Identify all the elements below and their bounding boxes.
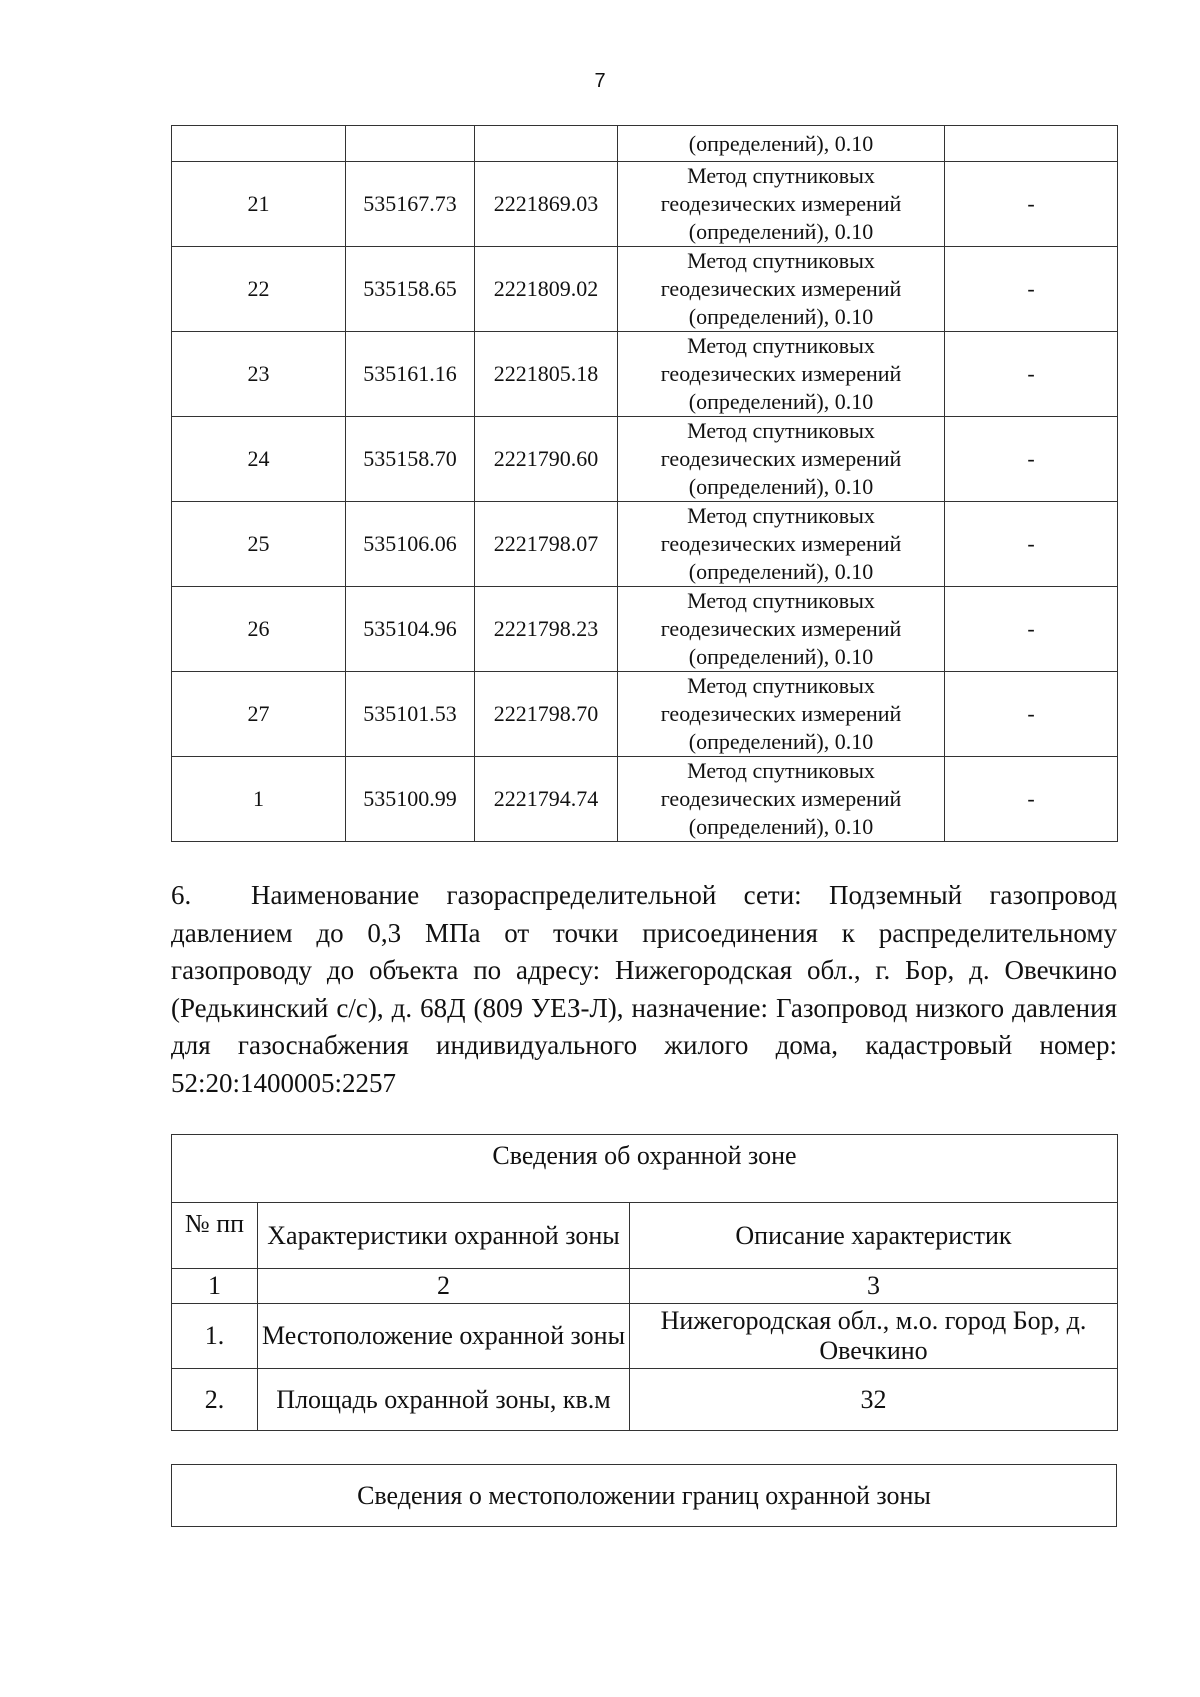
y-coordinate-cell: 2221794.74: [475, 757, 618, 842]
method-cell: [618, 502, 945, 587]
y-coordinate-cell: 2221809.02: [475, 247, 618, 332]
x-coordinate-cell: 535167.73: [346, 162, 475, 247]
point-number-cell: 21: [172, 162, 346, 247]
method-line: Метод спутниковых: [687, 333, 875, 358]
note-cell: -: [945, 587, 1118, 672]
method-line: геодезических измерений: [660, 446, 902, 471]
method-cell: [618, 587, 945, 672]
table-cell: Нижегородская обл., м.о. город Бор, д. Овечкино: [630, 1304, 1118, 1369]
point-number-cell: 27: [172, 672, 346, 757]
method-line: геодезических измерений: [660, 786, 902, 811]
table-cell: [172, 126, 346, 162]
method-line: геодезических измерений: [660, 616, 902, 641]
point-number-cell: 1: [172, 757, 346, 842]
method-line: Метод спутниковых: [687, 588, 875, 613]
x-coordinate-cell: 535101.53: [346, 672, 475, 757]
method-line: геодезических измерений: [660, 361, 902, 386]
note-cell: -: [945, 757, 1118, 842]
table-row: [172, 587, 1118, 672]
section-number: 6.: [171, 880, 192, 910]
x-coordinate-cell: 535158.65: [346, 247, 475, 332]
table-cell: 2.: [172, 1369, 258, 1431]
y-coordinate-cell: 2221805.18: [475, 332, 618, 417]
table-title: Сведения об охранной зоне: [172, 1135, 1118, 1203]
point-number-cell: 25: [172, 502, 346, 587]
table-cell: Площадь охранной зоны, кв.м: [258, 1369, 630, 1431]
table-row: [172, 247, 1118, 332]
header-cell: Характеристики охранной зоны: [258, 1203, 630, 1269]
table-cell: 1: [172, 1269, 258, 1304]
y-coordinate-cell: 2221790.60: [475, 417, 618, 502]
table-cell: Местоположение охранной зоны: [258, 1304, 630, 1369]
method-line: (определений), 0.10: [688, 474, 874, 499]
table-cell: 32: [630, 1369, 1118, 1431]
table-row: [172, 672, 1118, 757]
method-line: Метод спутниковых: [687, 503, 875, 528]
table-cell: [945, 126, 1118, 162]
page-number: 7: [594, 70, 606, 92]
table-row: [172, 1135, 1118, 1203]
table-row: [172, 1304, 1118, 1369]
header-cell: № пп: [172, 1203, 258, 1269]
note-cell: -: [945, 162, 1118, 247]
method-line: геодезических измерений: [660, 276, 902, 301]
table-row: [172, 1465, 1117, 1527]
x-coordinate-cell: 535104.96: [346, 587, 475, 672]
note-cell: -: [945, 332, 1118, 417]
table-row: [172, 417, 1118, 502]
coordinates-table-body: [172, 126, 1118, 842]
method-cell: [618, 332, 945, 417]
y-coordinate-cell: 2221798.70: [475, 672, 618, 757]
y-coordinate-cell: 2221798.07: [475, 502, 618, 587]
y-coordinate-cell: 2221869.03: [475, 162, 618, 247]
note-cell: -: [945, 417, 1118, 502]
protection-zone-table: [171, 1134, 1118, 1431]
table-row: [172, 757, 1118, 842]
method-line: геодезических измерений: [660, 701, 902, 726]
table-cell: 1.: [172, 1304, 258, 1369]
x-coordinate-cell: 535100.99: [346, 757, 475, 842]
point-number-cell: 23: [172, 332, 346, 417]
method-line: Метод спутниковых: [687, 758, 875, 783]
method-cell: [618, 672, 945, 757]
table-cell: [346, 126, 475, 162]
table-cell: 2: [258, 1269, 630, 1304]
table-row: [172, 502, 1118, 587]
x-coordinate-cell: 535161.16: [346, 332, 475, 417]
method-line: Метод спутниковых: [687, 418, 875, 443]
method-cell: (определений), 0.10: [618, 126, 945, 162]
table-cell: 3: [630, 1269, 1118, 1304]
method-line: (определений), 0.10: [688, 389, 874, 414]
x-coordinate-cell: 535106.06: [346, 502, 475, 587]
point-number-cell: 24: [172, 417, 346, 502]
method-line: (определений), 0.10: [688, 729, 874, 754]
method-line: Метод спутниковых: [687, 673, 875, 698]
table-row: [172, 332, 1118, 417]
method-line: (определений), 0.10: [688, 219, 874, 244]
method-cell: [618, 417, 945, 502]
table-row: [172, 126, 1118, 162]
method-line: (определений), 0.10: [688, 304, 874, 329]
method-line: (определений), 0.10: [688, 644, 874, 669]
point-number-cell: 26: [172, 587, 346, 672]
method-cell: [618, 757, 945, 842]
method-line: геодезических измерений: [660, 531, 902, 556]
point-number-cell: 22: [172, 247, 346, 332]
method-line: Метод спутниковых: [687, 248, 875, 273]
method-line: (определений), 0.10: [688, 814, 874, 839]
note-cell: -: [945, 672, 1118, 757]
table-row: [172, 1369, 1118, 1431]
table-title: Сведения о местоположении границ охранной зоны: [172, 1465, 1117, 1527]
method-cell: [618, 247, 945, 332]
note-cell: -: [945, 247, 1118, 332]
method-line: (определений), 0.10: [688, 559, 874, 584]
y-coordinate-cell: 2221798.23: [475, 587, 618, 672]
method-line: Метод спутниковых: [687, 163, 875, 188]
table-header-row: [172, 1203, 1118, 1269]
section-6-paragraph: [171, 877, 1117, 1103]
x-coordinate-cell: 535158.70: [346, 417, 475, 502]
header-cell: Описание характеристик: [630, 1203, 1118, 1269]
coordinates-table: [171, 125, 1118, 842]
section-text: Наименование газораспределительной сети: Подземный газопровод давлением до 0,3 МПа от точки присоединения к распределительному газопроводу до объекта по адресу: Нижегородская обл., г. Бор, д. Овечкино (Редькинский с/с), д. 68Д (809 УЕЗ-Л), назначение: Газопровод низкого давления для газоснабжения индивидуального жилого дома, кадастровый номер: 52:20:1400005:2257: [171, 880, 1117, 1098]
method-line: геодезических измерений: [660, 191, 902, 216]
table-row: [172, 1269, 1118, 1304]
table-row: [172, 162, 1118, 247]
table-cell: [475, 126, 618, 162]
note-cell: -: [945, 502, 1118, 587]
zone-borders-table: [171, 1464, 1117, 1527]
method-cell: [618, 162, 945, 247]
